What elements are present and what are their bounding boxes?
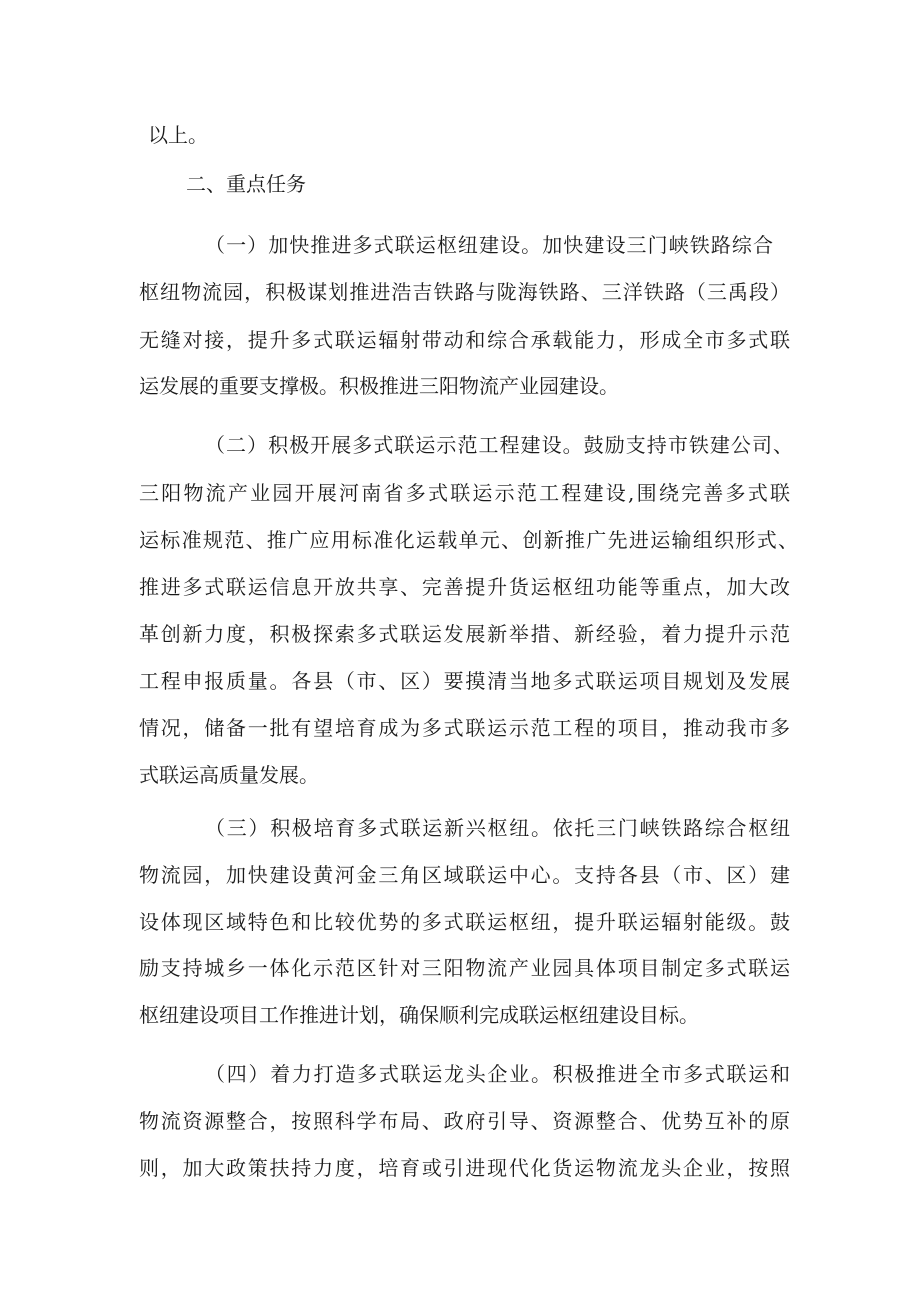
text-line: （一）加快推进多式联运枢纽建设。加快建设三门峡铁路综合 — [205, 233, 773, 257]
text-line: 则，加大政策扶持力度，培育或引进现代化货运物流龙头企业，按照 — [139, 1156, 790, 1180]
text-line: 枢纽建设项目工作推进计划，确保顺利完成联运枢纽建设目标。 — [139, 1003, 699, 1027]
text-line: 三阳物流产业园开展河南省多式联运示范工程建设,围绕完善多式联 — [139, 481, 790, 505]
text-line: 情况，储备一批有望培育成为多式联运示范工程的项目，推动我市多 — [139, 716, 790, 740]
text-line: 工程申报质量。各县（市、区）要摸清当地多式联运项目规划及发展 — [139, 669, 790, 693]
text-line: 枢纽物流园，积极谋划推进浩吉铁路与陇海铁路、三洋铁路（三禹段） — [139, 280, 790, 304]
text-line: 运发展的重要支撑极。积极推进三阳物流产业园建设。 — [139, 374, 619, 398]
text-line: 励支持城乡一体化示范区针对三阳物流产业园具体项目制定多式联运 — [139, 956, 790, 980]
text-line: 式联运高质量发展。 — [139, 763, 319, 787]
text-line: 无缝对接，提升多式联运辐射带动和综合承载能力，形成全市多式联 — [139, 328, 790, 352]
text-line: 革创新力度，积极探索多式联运发展新举措、新经验，着力提升示范 — [139, 622, 790, 646]
text-line: 物流资源整合，按照科学布局、政府引导、资源整合、优势互补的原 — [139, 1109, 790, 1133]
text-line: 物流园，加快建设黄河金三角区域联运中心。支持各县（市、区）建 — [139, 863, 790, 887]
text-line: 运标准规范、推广应用标准化运载单元、创新推广先进运输组织形式、 — [139, 528, 798, 552]
text-line: （四）着力打造多式联运龙头企业。积极推进全市多式联运和 — [205, 1062, 790, 1086]
text-line: 推进多式联运信息开放共享、完善提升货运枢纽功能等重点，加大改 — [139, 575, 790, 599]
top-fragment: 以上。 — [148, 123, 208, 147]
text-line: （三）积极培育多式联运新兴枢纽。依托三门峡铁路综合枢纽 — [205, 816, 790, 840]
text-line: 设体现区域特色和比较优势的多式联运枢纽，提升联运辐射能级。鼓 — [139, 910, 790, 934]
text-line: （二）积极开展多式联运示范工程建设。鼓励支持市铁建公司、 — [205, 433, 793, 457]
section-heading: 二、重点任务 — [186, 172, 306, 196]
